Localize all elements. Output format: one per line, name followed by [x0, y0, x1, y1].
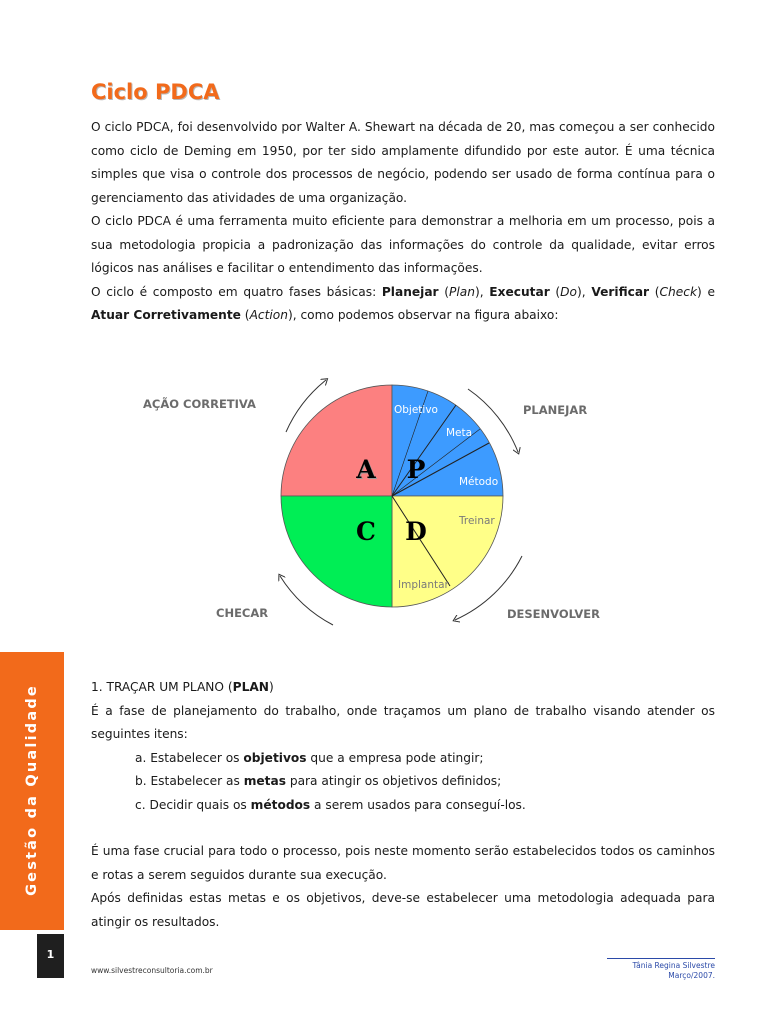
letter-c: C: [356, 517, 376, 546]
label-treinar: Treinar: [459, 515, 495, 527]
term-executar: Executar: [489, 284, 550, 299]
label-implantar: Implantar: [398, 579, 449, 591]
sidebar-label: Gestão da Qualidade: [24, 684, 40, 896]
label-objetivo: Objetivo: [394, 404, 438, 416]
intro-paragraph-3: O ciclo é composto em quatro fases básicas: Planejar (Plan), Executar (Do), Verificar (Check) e Atuar Corretivamente (Action), como podemos observar na figura abaixo:: [91, 284, 715, 322]
section-lead: É a fase de planejamento do trabalho, onde traçamos um plano de trabalho visando atender os seguintes itens:: [91, 703, 715, 741]
letter-p: P: [406, 455, 426, 484]
footer-date: Março/2007.: [668, 970, 715, 980]
footer-url: www.silvestreconsultoria.com.br: [91, 966, 213, 975]
list-item: a. Estabelecer os objetivos que a empresa pode atingir;: [135, 750, 484, 765]
label-acao-corretiva: AÇÃO CORRETIVA: [143, 397, 256, 411]
list-item: c. Decidir quais os métodos a serem usados para conseguí-los.: [135, 797, 526, 812]
section-paragraph-3: Após definidas estas metas e os objetivos, deve-se estabelecer uma metodologia adequada para atingir os resultados.: [91, 891, 715, 929]
page-number: 1: [46, 948, 55, 961]
section-heading: 1. TRAÇAR UM PLANO (PLAN): [91, 680, 274, 694]
term-planejar: Planejar: [381, 284, 439, 299]
label-checar: CHECAR: [216, 606, 269, 620]
term-verificar: Verificar: [591, 284, 650, 299]
label-meta: Meta: [446, 427, 473, 439]
label-metodo: Método: [459, 476, 499, 488]
label-planejar: PLANEJAR: [523, 403, 588, 417]
section-paragraph-2: É uma fase crucial para todo o processo, pois neste momento serão estabelecidos todos os caminhos e rotas a serem seguidos durante sua execução.: [91, 844, 715, 882]
label-desenvolver: DESENVOLVER: [507, 607, 600, 621]
footer-divider: [607, 958, 715, 959]
footer-author: Tânia Regina Silvestre: [632, 961, 715, 970]
intro-paragraph-2: O ciclo PDCA é uma ferramenta muito eficiente para demonstrar a melhoria em um processo, pois a sua metodologia propicia a padronização das informações do controle da qualidade, evitar erros lógicos nas análises e facilitar o entendimento das informações.: [91, 214, 715, 275]
plan-section: [91, 676, 715, 934]
footer-author-block: [632, 961, 715, 980]
letter-d: D: [405, 517, 427, 546]
page-title: Ciclo PDCA: [91, 80, 220, 104]
term-atuar: Atuar Corretivamente: [91, 308, 241, 322]
letter-a: A: [356, 455, 376, 484]
quadrant-check: [281, 496, 392, 607]
list-item: b. Estabelecer as metas para atingir os objetivos definidos;: [135, 774, 502, 788]
intro-paragraph-1: O ciclo PDCA, foi desenvolvido por Walter A. Shewart na década de 20, mas começou a ser conhecido como ciclo de Deming em 1950, por ter sido amplamente difundido por este autor. É uma técnica simples que visa o controle dos processos de negócio, podendo ser usado de forma contínua para o gerenciamento das atividades de uma organização.: [91, 120, 715, 205]
